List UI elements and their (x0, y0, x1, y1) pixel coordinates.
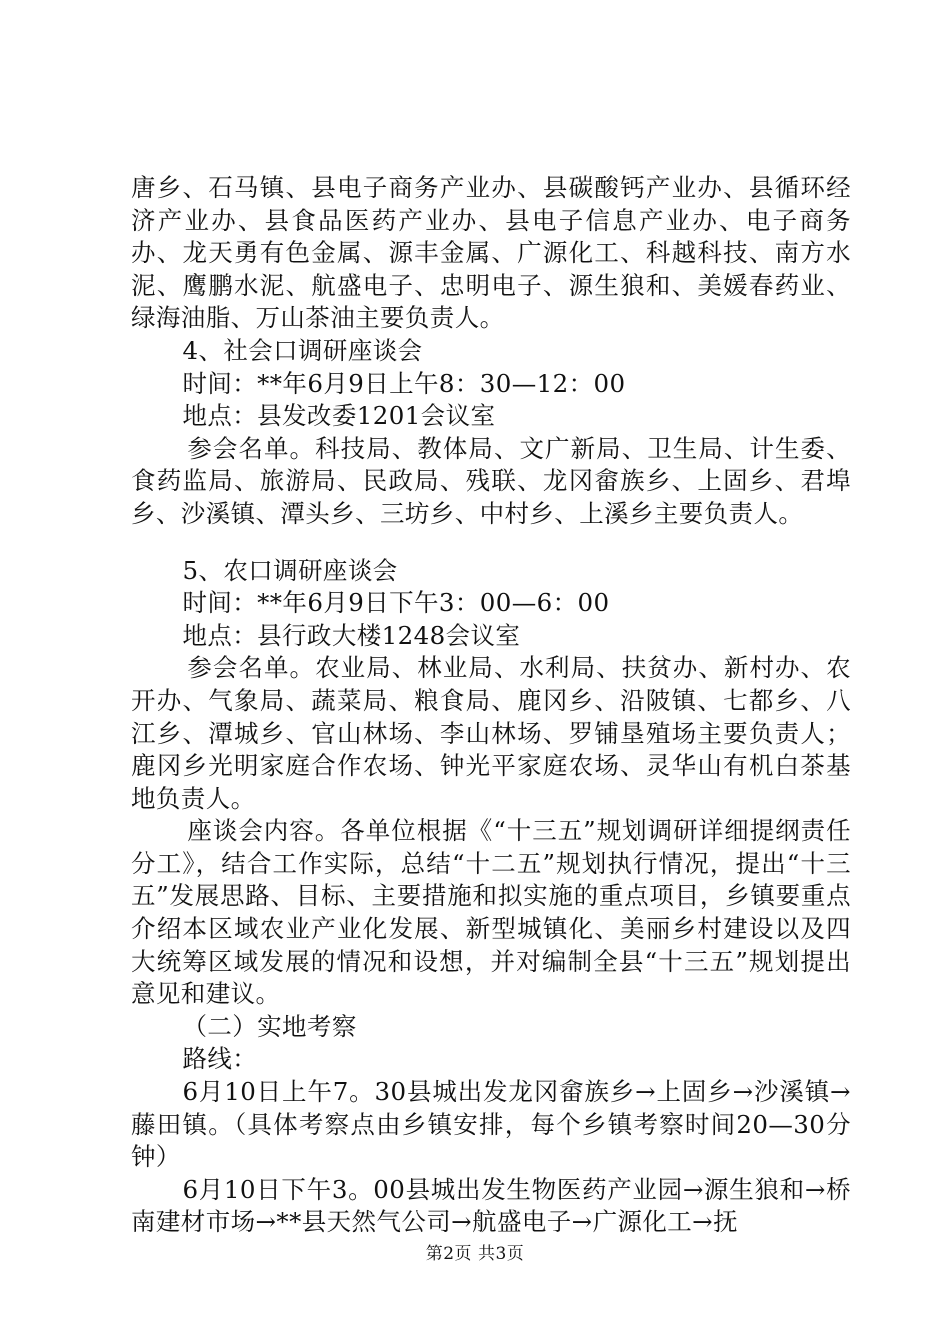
heading-field-inspection: （二）实地考察 (182, 1011, 357, 1041)
agriculture-meeting-participants: 参会名单。农业局、林业局、水利局、扶贫办、新村办、农开办、气象局、蔬菜局、粮食局、鹿冈乡、沿陂镇、七都乡、八江乡、潭城乡、官山林场、李山林场、罗铺垦殖场主要负责人；鹿冈乡光明家庭合作农场、钟光平家庭农场、灵华山有机白茶基地负责人。 (131, 653, 851, 813)
agriculture-meeting-location: 地点：县行政大楼1248会议室 (182, 620, 521, 650)
social-meeting-time: 时间：**年6月9日上午8：30—12：00 (182, 368, 626, 398)
paragraph-participants-list-continued: 唐乡、石马镇、县电子商务产业办、县碳酸钙产业办、县循环经济产业办、县食品医药产业办、县电子信息产业办、电子商务办、龙天勇有色金属、源丰金属、广源化工、科越科技、南方水泥、鹰鹏水泥、航盛电子、忠明电子、源生狼和、美媛春药业、绿海油脂、万山茶油主要负责人。 (131, 173, 851, 333)
meeting-content: 座谈会内容。各单位根据《“十三五”规划调研详细提纲责任分工》，结合工作实际，总结“十二五”规划执行情况，提出“十三五”发展思路、目标、主要措施和拟实施的重点项目，乡镇要重点介绍本区域农业产业化发展、新型城镇化、美丽乡村建设以及四大统筹区域发展的情况和设想，并对编制全县“十三五”规划提出意见和建议。 (131, 816, 851, 1009)
paragraph-gap (131, 531, 851, 555)
route-label: 路线： (182, 1044, 258, 1074)
route-afternoon: 6月10日下午3。00县城出发生物医药产业园→源生狼和→桥南建材市场→**县天然气公司→航盛电子→广源化工→抚 (131, 1174, 851, 1237)
heading-agriculture-meeting: 5、农口调研座谈会 (182, 555, 398, 585)
social-meeting-participants: 参会名单。科技局、教体局、文广新局、卫生局、计生委、食药监局、旅游局、民政局、残联、龙冈畲族乡、上固乡、君埠乡、沙溪镇、潭头乡、三坊乡、中村乡、上溪乡主要负责人。 (131, 433, 851, 528)
agriculture-meeting-time: 时间：**年6月9日下午3：00—6：00 (182, 588, 610, 618)
page-number-footer: 第2页 共3页 (425, 1244, 525, 1264)
route-morning: 6月10日上午7。30县城出发龙冈畲族乡→上固乡→沙溪镇→藤田镇。（具体考察点由乡镇安排，每个乡镇考察时间20—30分钟） (131, 1077, 851, 1172)
social-meeting-location: 地点：县发改委1201会议室 (182, 401, 496, 431)
document-body (131, 172, 851, 1239)
heading-social-meeting: 4、社会口调研座谈会 (182, 335, 423, 365)
